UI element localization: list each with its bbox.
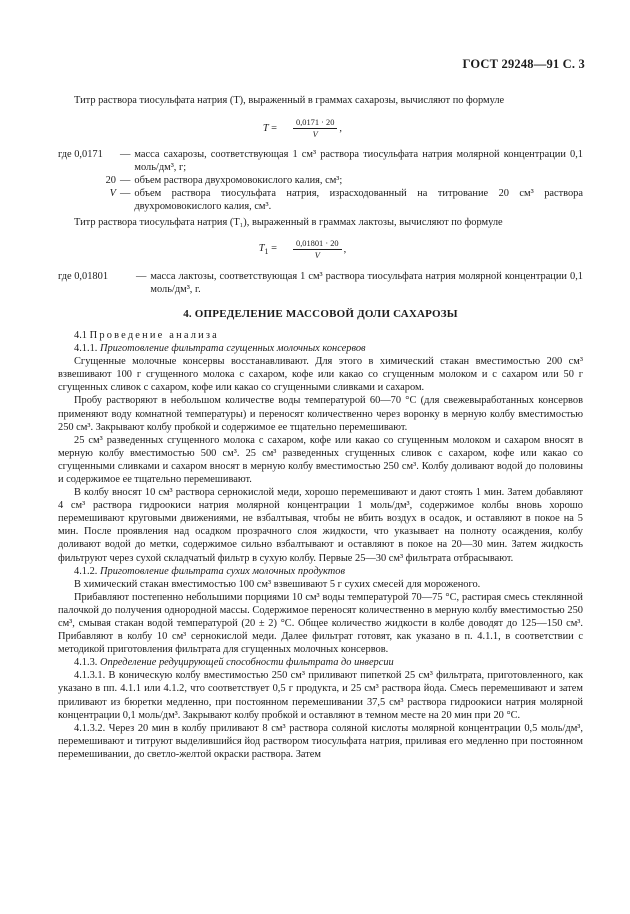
paragraph: В колбу вносят 10 см³ раствора сернокислой меди, хорошо перемешивают и дают стоять 1 мин. Затем добавляют 4 см³ раствора гидроокиси натрия молярной концентрации 1 моль/дм³, содержимое колбы вновь хорошо перемешивают круговыми движениями, не взбалтывая, чтобы не вбить воздух в осадок, и оставляют в покое на 5 мин. После проявления над осадком прозрачного слоя жидкости, что указывает на полноту осаждения, колбу доливают водой до метки, содержимое сильно взбалтывают и оставляют в покое на 20—30 мин. Затем жидкость фильтруют через сухой складчатый фильтр в сухую колбу. Первые 25—30 см³ фильтрата отбрасывают. [58, 487, 583, 564]
formula-sucrose: T = $\frac{0,0171 \cdot 20}{V}$ , [58, 111, 583, 145]
formula-denominator: V [312, 129, 318, 139]
formula-lactose: $T_1$ = $\frac{0,01801 \cdot 20}{V}$ , [58, 233, 583, 267]
page-header: ГОСТ 29248—91 С. 3 [462, 57, 585, 71]
subsection-heading: 4.1.2. Приготовление фильтрата сухих молочных продуктов [74, 565, 345, 577]
paragraph: 4.1.3.2. Через 20 мин в колбу приливают 8 см³ раствора соляной кислоты молярной концентрации 0,5 моль/дм³, перемешивают и титруют выделившийся йод раствором тиосульфата натрия, приливая его медленно при постоянном перемешивании, до светло-желтой окраски раствора. Затем [58, 722, 583, 760]
paragraph: Прибавляют постепенно небольшими порциями 10 см³ воды температурой 70—75 °С, растирая смесь стеклянной палочкой до получения однородной массы. Содержимое переносят количественно в мерную колбу вместимостью 250 см³, смывая стакан водой температурой (20 ± 2) °С. Общее количество жидкости в колбе доводят до 125—150 см³. Прибавляют в колбу 10 см³ сернокислой меди. Далее фильтрат готовят, как указано в п. 4.1.1, в соответствии с методикой приготовления фильтрата для сгущенных молочных консервов. [58, 591, 583, 656]
document-body [58, 94, 583, 761]
formula-fraction [293, 117, 337, 140]
paragraph: 4.1.3.1. В коническую колбу вместимостью 250 см³ приливают пипеткой 25 см³ фильтрата, приготовленного, как указано в пп. 4.1.1 или 4.1.2, что соответствует 0,5 г продукта, и 25 см³ раствора йода. Смесь перемешивают и затем приливают из бюретки медленно, при постоянном перемешивании 37,5 см³ раствора гидроокиси натрия молярной концентрации 0,1 моль/дм³. Закрывают колбу пробкой и оставляют в темном месте на 20 мин при 20 °С. [58, 670, 583, 721]
formula-fraction [293, 238, 342, 261]
where-item: V — объем раствора тиосульфата натрия, израсходованный на титрование 20 см³ раствора двухромовокислого калия, см³. [109, 188, 583, 213]
subsection-heading: 4.1.1. Приготовление фильтрата сгущенных молочных консервов [74, 343, 366, 355]
paragraph: Сгущенные молочные консервы восстанавливают. Для этого в химический стакан вместимостью 200 см³ взвешивают 100 г сгущенного молока с сахаром, кофе или какао со сгущенным молоком и с сахаром или 50 г сгущенных сливок с сахаром, кофе или какао со сгущенными сливками и сахаром. [58, 356, 583, 394]
subsection-heading: 4.1.3. Определение редуцирующей способности фильтрата до инверсии [74, 657, 394, 669]
where-item: где 0,01801 — масса лактозы, соответствующая 1 см³ раствора тиосульфата натрия молярной концентрации 0,1 моль/дм³, г. [58, 270, 583, 295]
where-item: где 0,0171 — масса сахарозы, соответствующая 1 см³ раствора тиосульфата натрия молярной концентрации 0,1 моль/дм³, г; [58, 149, 583, 174]
paragraph: Пробу растворяют в небольшом количестве воды температурой 60—70 °С (для свежевыработанных консервов применяют воду комнатной температуры) и переносят количественно через воронку в мерную колбу вместимостью 250 см³. Закрывают колбу пробкой и содержимое ее тщательно перемешивают. [58, 395, 583, 433]
intro-paragraph-1: Титр раствора тиосульфата натрия (T), выраженный в граммах сахарозы, вычисляют по формуле [74, 95, 505, 106]
formula-denominator: V [314, 251, 320, 261]
formula-numerator: 0,0171 · 20 [293, 117, 337, 129]
formula-numerator: 0,01801 · 20 [293, 238, 342, 250]
subsection-heading: 4.1 Проведение анализа [74, 329, 219, 341]
formula-variable: T = [262, 122, 277, 134]
formula-variable: $T_1$ = [258, 242, 277, 256]
section-heading: 4. ОПРЕДЕЛЕНИЕ МАССОВОЙ ДОЛИ САХАРОЗЫ [183, 307, 458, 320]
paragraph: В химический стакан вместимостью 100 см³ взвешивают 5 г сухих смесей для мороженого. [74, 578, 481, 590]
where-item: 20 — объем раствора двухромовокислого калия, см³; [105, 175, 343, 187]
paragraph: 25 см³ разведенных сгущенного молока с сахаром, кофе или какао со сгущенным молоком и сахаром вносят в мерную колбу вместимостью 500 см³. 25 см³ разведенных сгущенных сливок с сахаром, кофе или какао со сгущенными сливками и сахаром вносят в мерную колбу вместимостью 250 см³. Колбу доливают водой до половины и содержимое ее тщательно перемешивают. [58, 434, 583, 485]
intro-paragraph-2: Титр раствора тиосульфата натрия (T₁), выраженный в граммах лактозы, вычисляют по формуле [74, 216, 503, 228]
